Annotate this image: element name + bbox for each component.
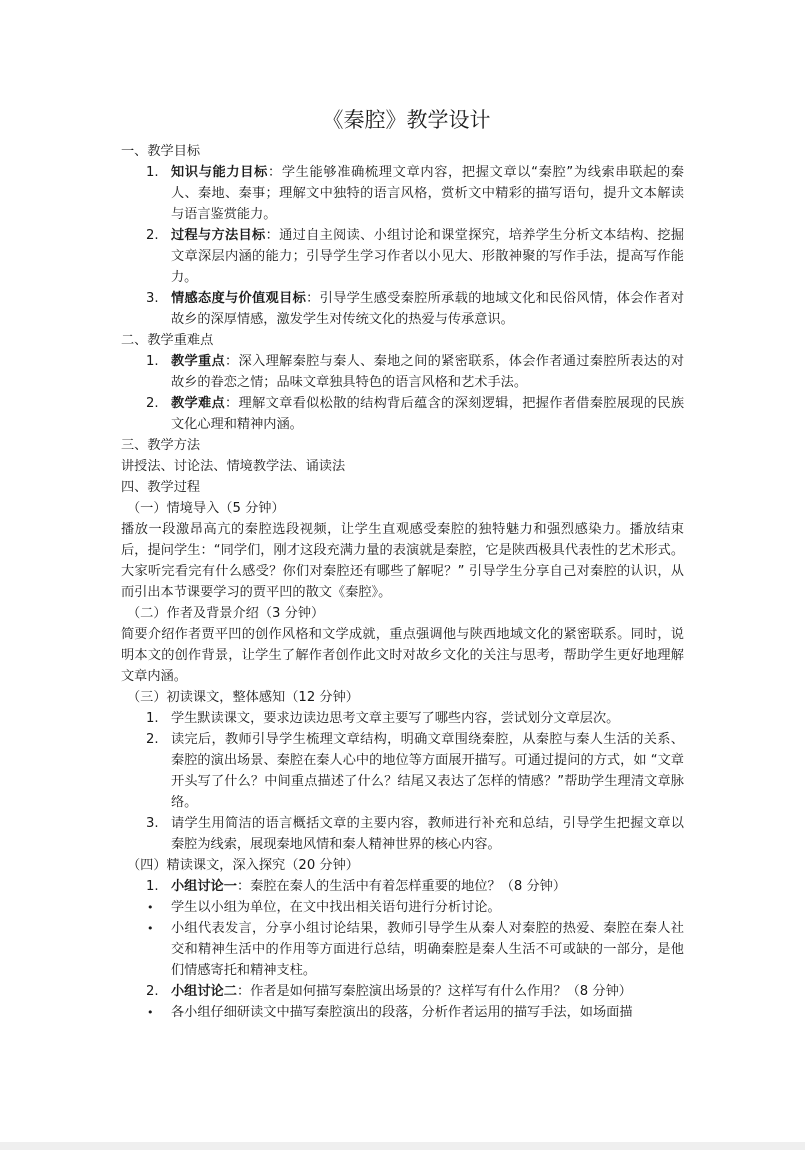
list-number: 1. (146, 354, 159, 369)
objective-label: 情感态度与价值观目标 (171, 291, 307, 306)
process-step-heading: （三）初读课文，整体感知（12 分钟） (127, 690, 359, 705)
objective-text: ：学生能够准确梳理文章内容，把握文章以“秦腔”为线索串联起的秦人、秦地、秦事；理解文中独特的语言风格，赏析文中精彩的描写语句，提升文本解读与语言鉴赏能力。 (171, 165, 684, 222)
objective-text: ：引导学生感受秦腔所承载的地域文化和民俗风情，体会作者对故乡的深厚情感，激发学生对传统文化的热爱与传承意识。 (171, 291, 685, 327)
list-number: 1. (146, 879, 159, 894)
reading-task-item (121, 708, 684, 729)
bullet-text: 学生以小组为单位，在文中找出相关语句进行分析讨论。 (171, 900, 501, 915)
discussion-item (121, 876, 684, 897)
objective-item (121, 288, 684, 330)
objective-item (121, 162, 684, 225)
methods-text: 讲授法、讨论法、情境教学法、诵读法 (121, 459, 346, 474)
discussion-label: 小组讨论一 (171, 879, 237, 894)
page-bottom-edge (0, 1142, 805, 1150)
list-number: 3. (146, 291, 159, 306)
discussion-text: ：作者是如何描写秦腔演出场景的？这样写有什么作用？（8 分钟） (236, 984, 632, 999)
list-number: 2. (146, 984, 159, 999)
reading-task-text: 学生默读课文，要求边读边思考文章主要写了哪些内容，尝试划分文章层次。 (171, 711, 620, 726)
process-step-text: 播放一段激昂高亢的秦腔选段视频，让学生直观感受秦腔的独特魅力和强烈感染力。播放结束后，提问学生：“同学们，刚才这段充满力量的表演就是秦腔，它是陕西极具代表性的艺术形式。大家听完看完有什么感受？你们对秦腔还有哪些了解呢？” 引导学生分享自己对秦腔的认识，从而引出本节课要学习的贾平凹的散文《秦腔》。 (121, 522, 684, 600)
process-step-heading: （四）精读课文，深入探究（20 分钟） (127, 858, 359, 873)
section-heading-process: 四、教学过程 (121, 480, 201, 495)
keypoint-text: ：理解文章看似松散的结构背后蕴含的深刻逻辑，把握作者借秦腔展现的民族文化心理和精神内涵。 (171, 396, 685, 432)
bullet-icon: • (147, 922, 154, 935)
list-number: 2. (146, 396, 159, 411)
keypoint-label: 教学重点 (171, 354, 226, 369)
list-number: 1. (146, 165, 159, 180)
keypoint-label: 教学难点 (171, 396, 226, 411)
objective-text: ：通过自主阅读、小组讨论和课堂探究，培养学生分析文本结构、挖掘文章深层内涵的能力；引导学生学习作者以小见大、形散神聚的写作手法，提高写作能力。 (171, 228, 685, 285)
process-step-heading: （二）作者及背景介绍（3 分钟） (127, 606, 325, 621)
section-heading-methods: 三、教学方法 (121, 438, 201, 453)
bullet-item (121, 918, 684, 981)
process-step-heading: （一）情境导入（5 分钟） (127, 501, 285, 516)
list-number: 1. (146, 711, 159, 726)
reading-task-text: 请学生用简洁的语言概括文章的主要内容，教师进行补充和总结，引导学生把握文章以秦腔为线索，展现秦地风情和秦人精神世界的核心内容。 (171, 816, 684, 852)
bullet-icon: • (147, 1006, 154, 1019)
list-number: 2. (146, 228, 159, 243)
discussion-label: 小组讨论二 (171, 984, 237, 999)
discussion-text: ：秦腔在秦人的生活中有着怎样重要的地位？（8 分钟） (236, 879, 567, 894)
section-heading-keypoints: 二、教学重难点 (121, 333, 214, 348)
process-step-text: 简要介绍作者贾平凹的创作风格和文学成就，重点强调他与陕西地域文化的紧密联系。同时，说明本文的创作背景，让学生了解作者创作此文时对故乡文化的关注与思考，帮助学生更好地理解文章内涵。 (121, 627, 684, 684)
section-heading-objectives: 一、教学目标 (121, 144, 201, 159)
list-number: 3. (146, 816, 159, 831)
reading-task-item (121, 813, 684, 855)
bullet-text: 小组代表发言，分享小组讨论结果，教师引导学生从秦人对秦腔的热爱、秦腔在秦人社交和精神生活中的作用等方面进行总结，明确秦腔是秦人生活不可或缺的一部分，是他们情感寄托和精神支柱。 (171, 921, 684, 978)
keypoint-text: ：深入理解秦腔与秦人、秦地之间的紧密联系，体会作者通过秦腔所表达的对故乡的眷恋之情；品味文章独具特色的语言风格和艺术手法。 (171, 354, 685, 390)
bullet-icon: • (147, 901, 154, 914)
reading-task-item (121, 729, 684, 813)
page-title: 《秦腔》教学设计 (322, 108, 491, 132)
keypoint-item (121, 393, 684, 435)
reading-task-text: 读完后，教师引导学生梳理文章结构，明确文章围绕秦腔，从秦腔与秦人生活的关系、秦腔的演出场景、秦腔在秦人心中的地位等方面展开描写。可通过提问的方式，如 “文章开头写了什么？中间重点描述了什么？结尾又表达了怎样的情感？”帮助学生理清文章脉络。 (171, 732, 684, 810)
objective-label: 过程与方法目标 (171, 228, 266, 243)
list-number: 2. (146, 732, 159, 747)
bullet-item (121, 1002, 684, 1023)
discussion-item (121, 981, 684, 1002)
objective-label: 知识与能力目标 (171, 165, 268, 180)
bullet-text: 各小组仔细研读文中描写秦腔演出的段落，分析作者运用的描写手法，如场面描 (171, 1005, 633, 1020)
objective-item (121, 225, 684, 288)
keypoint-item (121, 351, 684, 393)
bullet-item (121, 897, 684, 918)
